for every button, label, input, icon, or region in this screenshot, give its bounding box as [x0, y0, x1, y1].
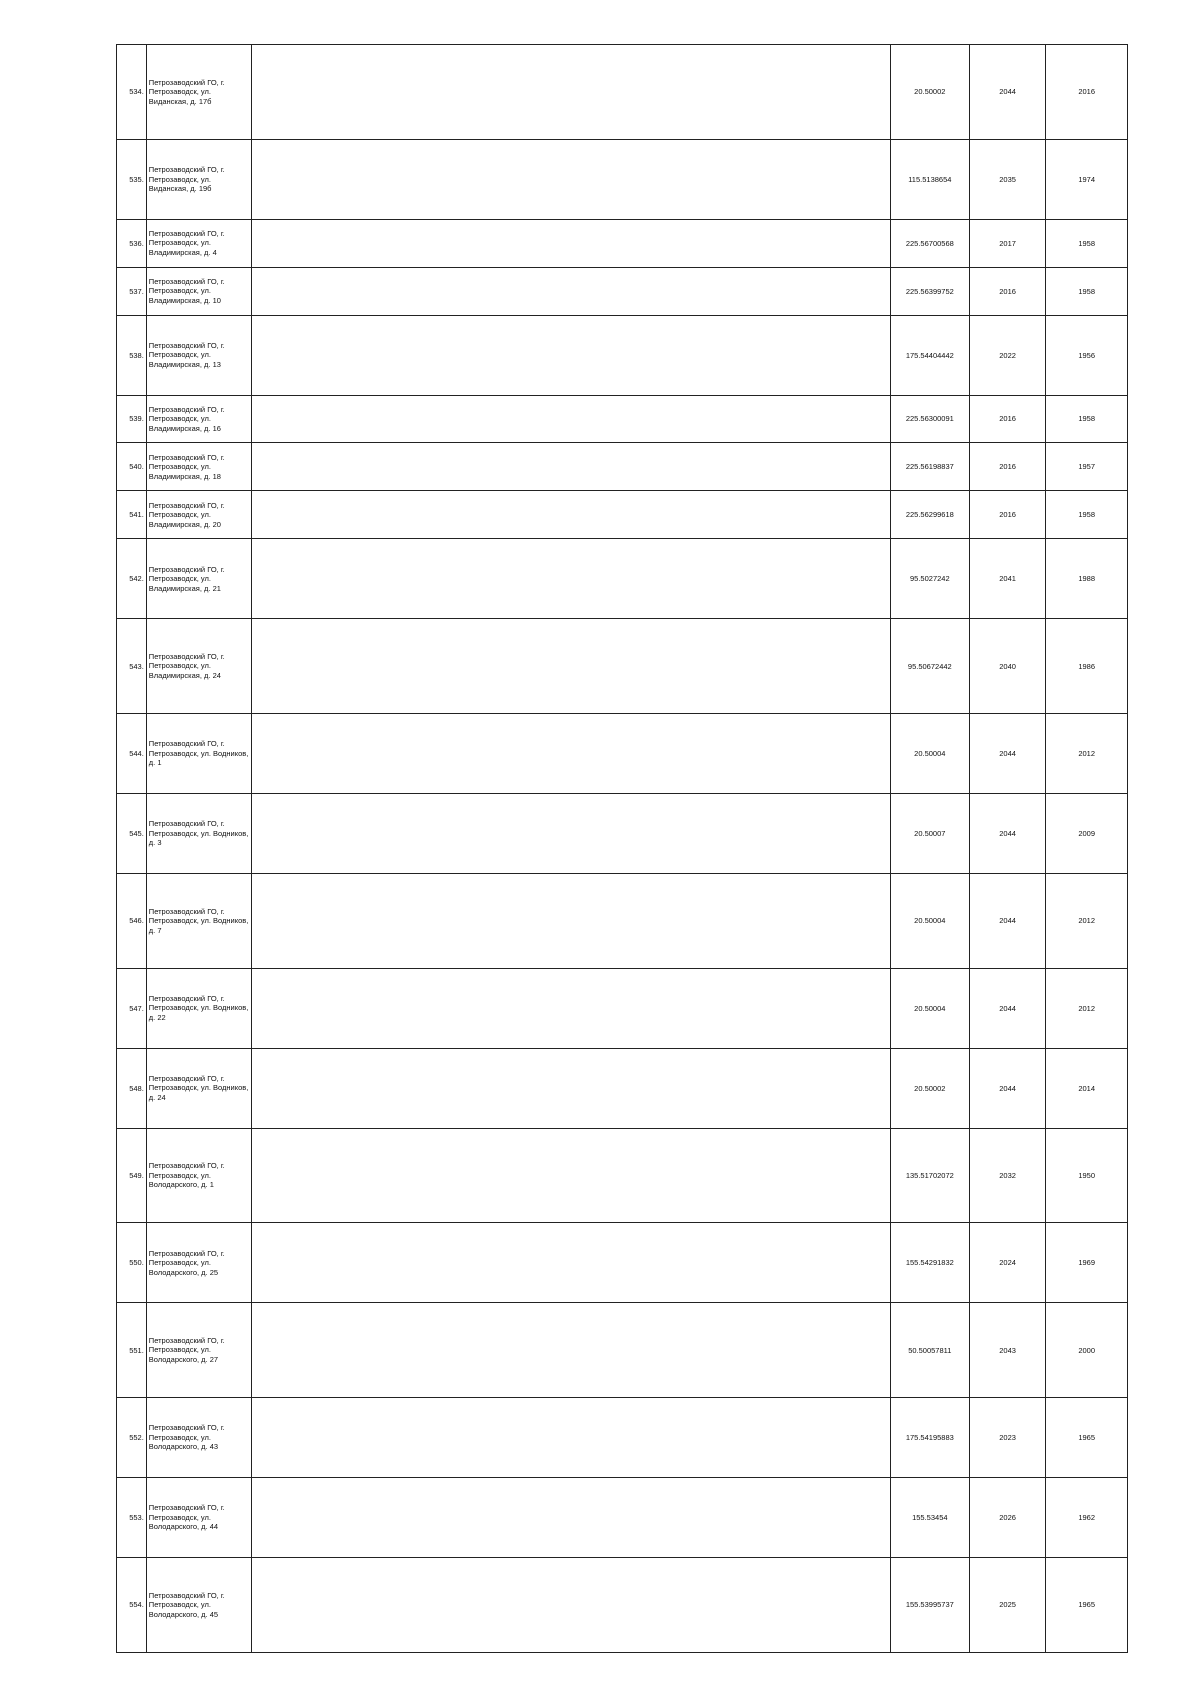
works-list-cell	[251, 139, 890, 219]
built-year-cell: 1969	[1046, 1223, 1128, 1303]
built-year-cell: 1957	[1046, 443, 1128, 491]
built-year-cell: 1958	[1046, 395, 1128, 443]
built-year-cell: 2012	[1046, 714, 1128, 794]
planned-year-cell: 2024	[969, 1223, 1045, 1303]
address-cell: Петрозаводский ГО, г. Петрозаводск, ул. Водников, д. 22	[146, 968, 251, 1048]
planned-year-cell: 2023	[969, 1398, 1045, 1478]
works-list-cell	[251, 873, 890, 968]
planned-year-cell: 2044	[969, 45, 1045, 140]
cost-cell: 95.5027242	[890, 539, 969, 619]
address-cell: Петрозаводский ГО, г. Петрозаводск, ул. Володарского, д. 25	[146, 1223, 251, 1303]
table-row	[117, 873, 1128, 968]
planned-year-cell: 2026	[969, 1477, 1045, 1557]
row-number: 543.	[117, 619, 147, 714]
works-list-cell	[251, 968, 890, 1048]
address-cell: Петрозаводский ГО, г. Петрозаводск, ул. Владимирская, д. 24	[146, 619, 251, 714]
address-cell: Петрозаводский ГО, г. Петрозаводск, ул. Володарского, д. 1	[146, 1128, 251, 1223]
planned-year-cell: 2016	[969, 395, 1045, 443]
planned-year-cell: 2044	[969, 714, 1045, 794]
row-number: 535.	[117, 139, 147, 219]
built-year-cell: 1962	[1046, 1477, 1128, 1557]
table-row	[117, 395, 1128, 443]
works-list-cell	[251, 1557, 890, 1652]
built-year-cell: 1958	[1046, 219, 1128, 267]
table-row	[117, 45, 1128, 140]
address-cell: Петрозаводский ГО, г. Петрозаводск, ул. Володарского, д. 45	[146, 1557, 251, 1652]
row-number: 544.	[117, 714, 147, 794]
cost-cell: 50.50057811	[890, 1303, 969, 1398]
address-cell: Петрозаводский ГО, г. Петрозаводск, ул. Володарского, д. 43	[146, 1398, 251, 1478]
works-list-cell	[251, 45, 890, 140]
cost-cell: 20.50002	[890, 45, 969, 140]
planned-year-cell: 2016	[969, 267, 1045, 315]
address-cell: Петрозаводский ГО, г. Петрозаводск, ул. Владимирская, д. 13	[146, 315, 251, 395]
planned-year-cell: 2044	[969, 873, 1045, 968]
table-row	[117, 1398, 1128, 1478]
housing-repair-register-table	[116, 44, 1128, 1653]
row-number: 536.	[117, 219, 147, 267]
planned-year-cell: 2043	[969, 1303, 1045, 1398]
table-row	[117, 1048, 1128, 1128]
cost-cell: 155.54291832	[890, 1223, 969, 1303]
register-sheet	[116, 44, 1128, 1653]
planned-year-cell: 2040	[969, 619, 1045, 714]
works-list-cell	[251, 315, 890, 395]
address-cell: Петрозаводский ГО, г. Петрозаводск, ул. Владимирская, д. 4	[146, 219, 251, 267]
cost-cell: 225.56700568	[890, 219, 969, 267]
register-table-body	[117, 45, 1128, 1653]
works-list-cell	[251, 1303, 890, 1398]
cost-cell: 225.56299618	[890, 491, 969, 539]
built-year-cell: 1965	[1046, 1557, 1128, 1652]
built-year-cell: 1986	[1046, 619, 1128, 714]
table-row	[117, 1223, 1128, 1303]
works-list-cell	[251, 1128, 890, 1223]
built-year-cell: 1958	[1046, 267, 1128, 315]
cost-cell: 155.53995737	[890, 1557, 969, 1652]
built-year-cell: 2009	[1046, 793, 1128, 873]
table-row	[117, 1477, 1128, 1557]
cost-cell: 225.56300091	[890, 395, 969, 443]
planned-year-cell: 2044	[969, 1048, 1045, 1128]
address-cell: Петрозаводский ГО, г. Петрозаводск, ул. Виданская, д. 19б	[146, 139, 251, 219]
planned-year-cell: 2025	[969, 1557, 1045, 1652]
table-row	[117, 1303, 1128, 1398]
cost-cell: 20.50004	[890, 714, 969, 794]
address-cell: Петрозаводский ГО, г. Петрозаводск, ул. Владимирская, д. 16	[146, 395, 251, 443]
row-number: 550.	[117, 1223, 147, 1303]
built-year-cell: 1958	[1046, 491, 1128, 539]
planned-year-cell: 2016	[969, 491, 1045, 539]
cost-cell: 95.50672442	[890, 619, 969, 714]
built-year-cell: 2012	[1046, 968, 1128, 1048]
address-cell: Петрозаводский ГО, г. Петрозаводск, ул. Виданская, д. 17б	[146, 45, 251, 140]
built-year-cell: 1988	[1046, 539, 1128, 619]
cost-cell: 135.51702072	[890, 1128, 969, 1223]
row-number: 534.	[117, 45, 147, 140]
planned-year-cell: 2035	[969, 139, 1045, 219]
address-cell: Петрозаводский ГО, г. Петрозаводск, ул. Володарского, д. 44	[146, 1477, 251, 1557]
works-list-cell	[251, 1398, 890, 1478]
table-row	[117, 491, 1128, 539]
built-year-cell: 1974	[1046, 139, 1128, 219]
address-cell: Петрозаводский ГО, г. Петрозаводск, ул. Владимирская, д. 18	[146, 443, 251, 491]
built-year-cell: 1956	[1046, 315, 1128, 395]
works-list-cell	[251, 539, 890, 619]
works-list-cell	[251, 219, 890, 267]
built-year-cell: 1950	[1046, 1128, 1128, 1223]
works-list-cell	[251, 1048, 890, 1128]
planned-year-cell: 2032	[969, 1128, 1045, 1223]
row-number: 552.	[117, 1398, 147, 1478]
planned-year-cell: 2044	[969, 793, 1045, 873]
row-number: 548.	[117, 1048, 147, 1128]
works-list-cell	[251, 267, 890, 315]
address-cell: Петрозаводский ГО, г. Петрозаводск, ул. Водников, д. 24	[146, 1048, 251, 1128]
address-cell: Петрозаводский ГО, г. Петрозаводск, ул. Владимирская, д. 20	[146, 491, 251, 539]
address-cell: Петрозаводский ГО, г. Петрозаводск, ул. Водников, д. 7	[146, 873, 251, 968]
cost-cell: 225.56198837	[890, 443, 969, 491]
row-number: 537.	[117, 267, 147, 315]
row-number: 540.	[117, 443, 147, 491]
planned-year-cell: 2041	[969, 539, 1045, 619]
works-list-cell	[251, 491, 890, 539]
row-number: 554.	[117, 1557, 147, 1652]
row-number: 547.	[117, 968, 147, 1048]
table-row	[117, 1557, 1128, 1652]
table-row	[117, 1128, 1128, 1223]
row-number: 553.	[117, 1477, 147, 1557]
row-number: 545.	[117, 793, 147, 873]
row-number: 551.	[117, 1303, 147, 1398]
works-list-cell	[251, 1223, 890, 1303]
works-list-cell	[251, 619, 890, 714]
table-row	[117, 968, 1128, 1048]
table-row	[117, 219, 1128, 267]
built-year-cell: 2016	[1046, 45, 1128, 140]
address-cell: Петрозаводский ГО, г. Петрозаводск, ул. Владимирская, д. 21	[146, 539, 251, 619]
address-cell: Петрозаводский ГО, г. Петрозаводск, ул. Владимирская, д. 10	[146, 267, 251, 315]
built-year-cell: 2014	[1046, 1048, 1128, 1128]
row-number: 541.	[117, 491, 147, 539]
row-number: 539.	[117, 395, 147, 443]
works-list-cell	[251, 714, 890, 794]
address-cell: Петрозаводский ГО, г. Петрозаводск, ул. Володарского, д. 27	[146, 1303, 251, 1398]
table-row	[117, 714, 1128, 794]
cost-cell: 225.56399752	[890, 267, 969, 315]
works-list-cell	[251, 793, 890, 873]
table-row	[117, 315, 1128, 395]
address-cell: Петрозаводский ГО, г. Петрозаводск, ул. Водников, д. 3	[146, 793, 251, 873]
planned-year-cell: 2022	[969, 315, 1045, 395]
cost-cell: 20.50002	[890, 1048, 969, 1128]
row-number: 538.	[117, 315, 147, 395]
row-number: 549.	[117, 1128, 147, 1223]
works-list-cell	[251, 443, 890, 491]
cost-cell: 175.54195883	[890, 1398, 969, 1478]
cost-cell: 155.53454	[890, 1477, 969, 1557]
table-row	[117, 267, 1128, 315]
planned-year-cell: 2016	[969, 443, 1045, 491]
built-year-cell: 2012	[1046, 873, 1128, 968]
table-row	[117, 139, 1128, 219]
table-row	[117, 443, 1128, 491]
planned-year-cell: 2017	[969, 219, 1045, 267]
table-row	[117, 619, 1128, 714]
planned-year-cell: 2044	[969, 968, 1045, 1048]
built-year-cell: 1965	[1046, 1398, 1128, 1478]
works-list-cell	[251, 1477, 890, 1557]
cost-cell: 20.50004	[890, 968, 969, 1048]
cost-cell: 20.50004	[890, 873, 969, 968]
table-row	[117, 793, 1128, 873]
address-cell: Петрозаводский ГО, г. Петрозаводск, ул. Водников, д. 1	[146, 714, 251, 794]
works-list-cell	[251, 395, 890, 443]
cost-cell: 175.54404442	[890, 315, 969, 395]
row-number: 546.	[117, 873, 147, 968]
built-year-cell: 2000	[1046, 1303, 1128, 1398]
row-number: 542.	[117, 539, 147, 619]
cost-cell: 115.5138654	[890, 139, 969, 219]
cost-cell: 20.50007	[890, 793, 969, 873]
table-row	[117, 539, 1128, 619]
